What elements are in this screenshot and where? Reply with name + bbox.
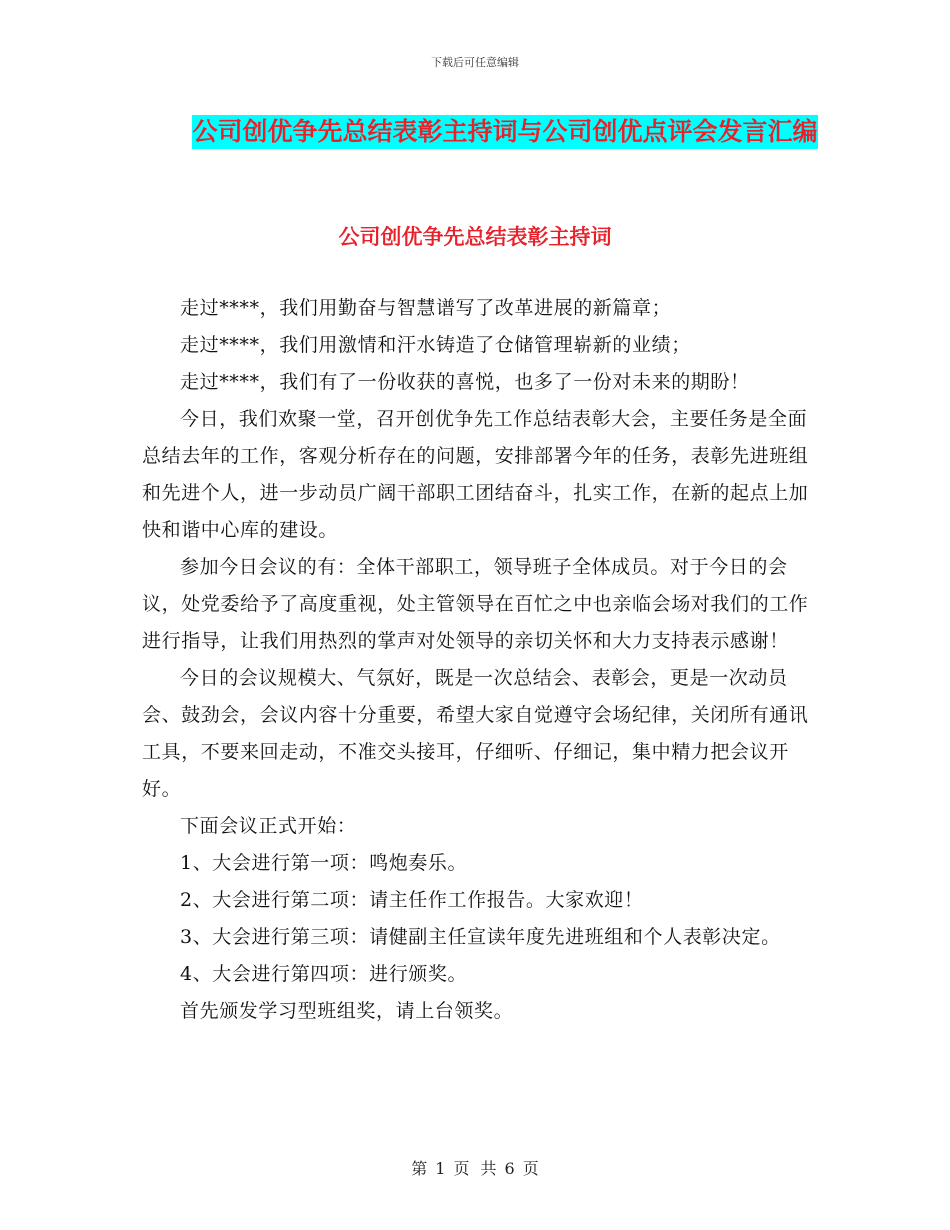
page-footer — [0, 1156, 950, 1179]
footer-suffix: 页 — [522, 1159, 539, 1178]
section-title: 公司创优争先总结表彰主持词 — [338, 225, 612, 249]
agenda-item: 4、大会进行第四项：进行颁奖。 — [180, 963, 468, 985]
agenda-item: 1、大会进行第一项：鸣炮奏乐。 — [180, 852, 468, 874]
footer-middle: 页 共 — [453, 1159, 497, 1178]
footer-page-number: 1 — [435, 1159, 446, 1178]
footer-total-pages: 6 — [504, 1159, 515, 1178]
document-title — [190, 110, 820, 154]
paragraph: 今日，我们欢聚一堂，召开创优争先工作总结表彰大会，主要任务是全面总结去年的工作，客观分析存在的问题，安排部署今年的任务，表彰先进班组和先进个人，进一步动员广阔干部职工团结奋斗，扎实工作，在新的起点上加快和谐中心库的建设。 — [142, 408, 809, 541]
paragraph: 走过****，我们有了一份收获的喜悦，也多了一份对未来的期盼！ — [180, 371, 750, 393]
paragraph: 参加今日会议的有：全体干部职工，领导班子全体成员。对于今日的会议，处党委给予了高度重视，处主管领导在百忙之中也亲临会场对我们的工作进行指导，让我们用热烈的掌声对处领导的亲切关怀和大力支持表示感谢！ — [142, 556, 809, 652]
paragraph: 今日的会议规模大、气氛好，既是一次总结会、表彰会，更是一次动员会、鼓劲会，会议内容十分重要，希望大家自觉遵守会场纪律，关闭所有通讯工具，不要来回走动，不准交头接耳，仔细听、仔细记，集中精力把会议开好。 — [142, 667, 809, 800]
agenda-item: 3、大会进行第三项：请健副主任宣读年度先进班组和个人表彰决定。 — [180, 926, 781, 948]
document-body — [142, 290, 810, 1030]
paragraph: 首先颁发学习型班组奖，请上台领奖。 — [180, 1000, 514, 1022]
agenda-item: 2、大会进行第二项：请主任作工作报告。大家欢迎！ — [180, 889, 644, 911]
document-title-text: 公司创优争先总结表彰主持词与公司创优点评会发言汇编 — [192, 115, 817, 149]
header-note: 下载后可任意编辑 — [431, 56, 519, 69]
paragraph: 下面会议正式开始： — [180, 815, 357, 837]
paragraph: 走过****，我们用激情和汗水铸造了仓储管理崭新的业绩； — [180, 334, 691, 356]
footer-prefix: 第 — [411, 1159, 428, 1178]
paragraph: 走过****，我们用勤奋与智慧谱写了改革进展的新篇章； — [180, 297, 672, 319]
